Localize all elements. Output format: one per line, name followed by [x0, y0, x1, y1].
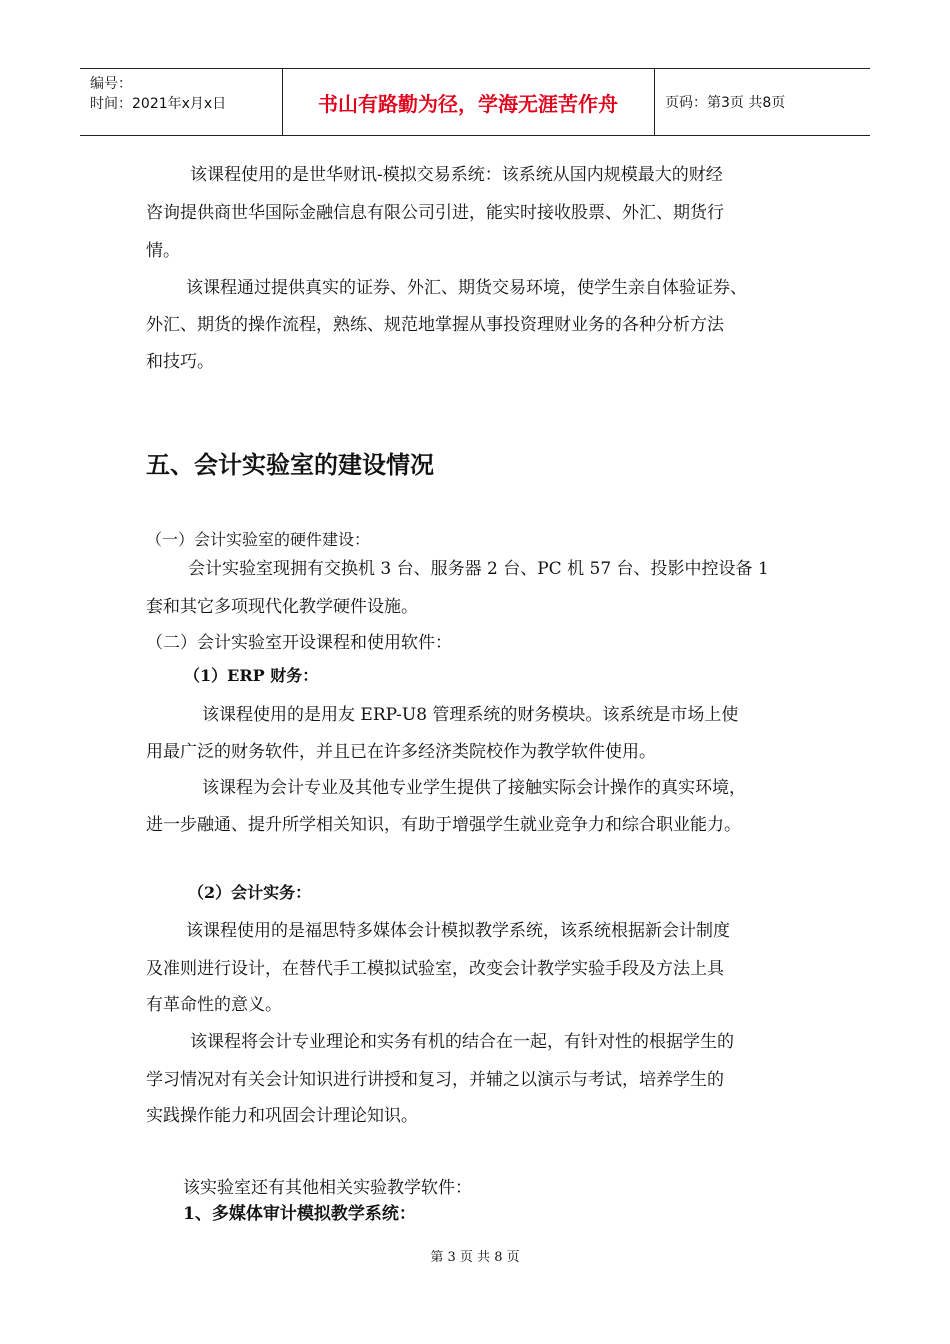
paragraph-line: 该课程将会计专业理论和实务有机的结合在一起，有针对性的根据学生的 [190, 1032, 734, 1052]
paragraph-line: 有革命性的意义。 [146, 995, 282, 1015]
subsection-heading: （一）会计实验室的硬件建设： [146, 530, 371, 549]
page-header [80, 68, 870, 136]
number-label: 编号： [90, 76, 132, 92]
paragraph-line: 该课程为会计专业及其他专业学生提供了接触实际会计操作的真实环境， [202, 778, 746, 798]
header-motto: 书山有路勤为径，学海无涯苦作舟 [282, 69, 655, 135]
time-label: 时间：2021年x月x日 [90, 96, 227, 112]
item-heading: （1）ERP 财务： [184, 666, 319, 685]
section-title: 五、会计实验室的建设情况 [146, 450, 434, 479]
paragraph-line: 该课程通过提供真实的证券、外汇、期货交易环境，使学生亲自体验证券、 [186, 278, 747, 298]
paragraph-line: 学习情况对有关会计知识进行讲授和复习，并辅之以演示与考试，培养学生的 [146, 1070, 724, 1090]
paragraph-line: 该课程使用的是世华财讯-模拟交易系统：该系统从国内规模最大的财经 [190, 165, 723, 185]
paragraph-line: 外汇、期货的操作流程，熟练、规范地掌握从事投资理财业务的各种分析方法 [146, 315, 724, 335]
item-heading: （2）会计实务： [188, 883, 312, 902]
paragraph-line: 及准则进行设计，在替代手工模拟试验室，改变会计教学实验手段及方法上具 [146, 959, 724, 979]
paragraph-line: 该课程使用的是福思特多媒体会计模拟教学系统，该系统根据新会计制度 [186, 921, 730, 941]
header-meta-cell [80, 69, 283, 135]
paragraph-line: 套和其它多项现代化教学硬件设施。 [146, 597, 418, 617]
paragraph-line: 该课程使用的是用友 ERP-U8 管理系统的财务模块。该系统是市场上使 [202, 705, 739, 725]
item-heading: 1、多媒体审计模拟教学系统： [183, 1204, 416, 1224]
paragraph-line: 咨询提供商世华国际金融信息有限公司引进，能实时接收股票、外汇、期货行 [146, 203, 724, 223]
paragraph-line: 进一步融通、提升所学相关知识，有助于增强学生就业竞争力和综合职业能力。 [146, 815, 741, 835]
paragraph-line: 情。 [146, 241, 180, 261]
paragraph-line: 会计实验室现拥有交换机 3 台、服务器 2 台、PC 机 57 台、投影中控设备 1 [188, 559, 769, 579]
paragraph-line: 该实验室还有其他相关实验教学软件： [183, 1178, 472, 1198]
paragraph-line: 实践操作能力和巩固会计理论知识。 [146, 1106, 418, 1126]
header-page-info: 页码：第3页 共8页 [665, 95, 786, 111]
page-footer: 第 3 页 共 8 页 [430, 1250, 520, 1265]
paragraph-line: 用最广泛的财务软件，并且已在许多经济类院校作为教学软件使用。 [146, 742, 656, 762]
paragraph-line: 和技巧。 [146, 352, 214, 372]
subsection-heading: （二）会计实验室开设课程和使用软件： [146, 633, 452, 653]
